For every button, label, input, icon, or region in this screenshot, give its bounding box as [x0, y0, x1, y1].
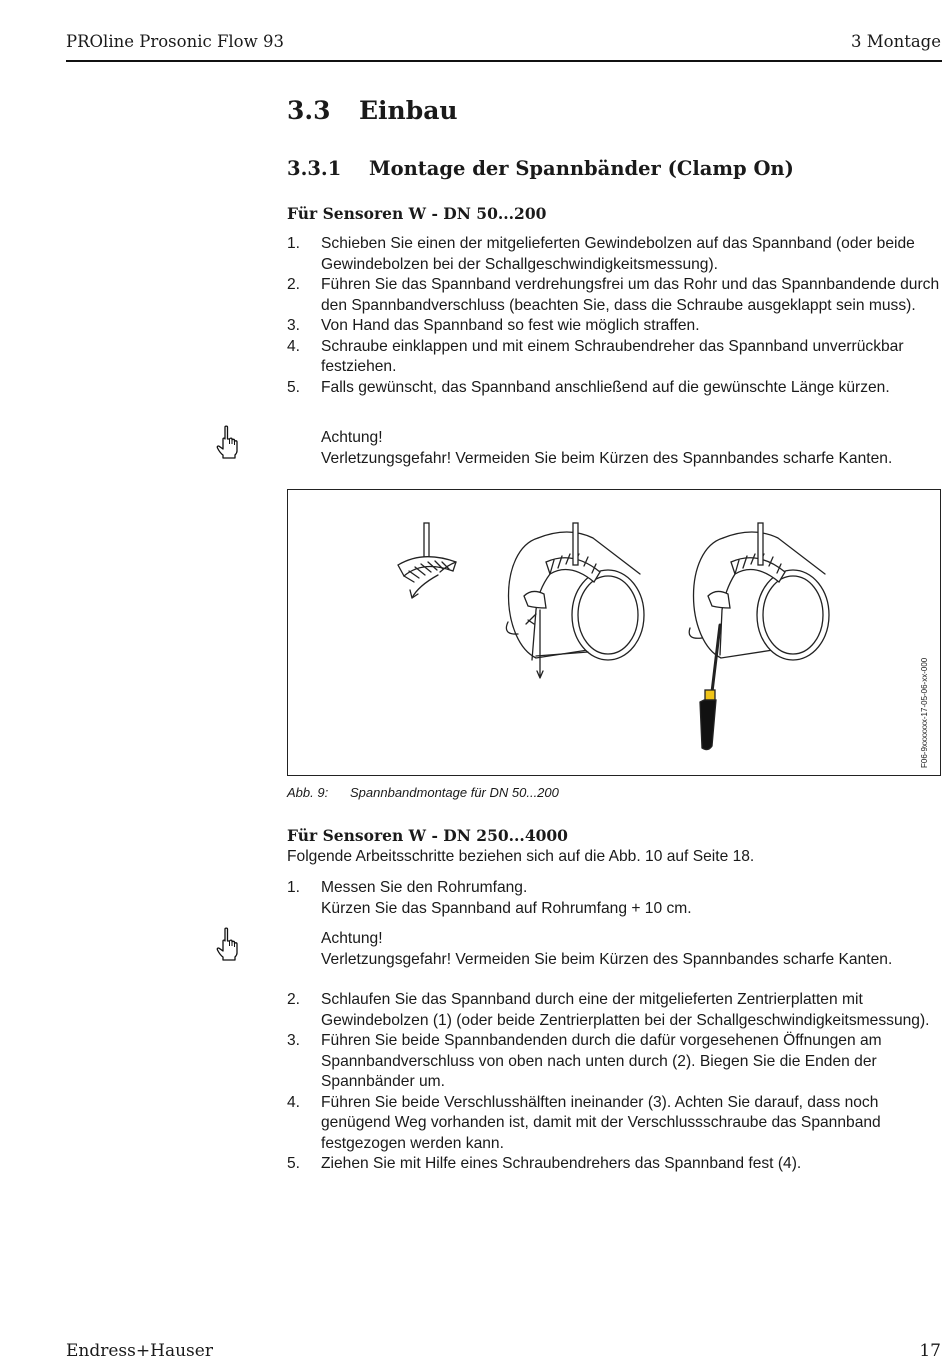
section-number: 3.3	[287, 96, 331, 125]
figure-caption	[287, 785, 559, 800]
list-item: 5. Ziehen Sie mit Hilfe eines Schraubendrehers das Spannband fest (4).	[287, 1155, 802, 1172]
note-title: Achtung!	[321, 429, 383, 446]
caption-text: Spannbandmontage für DN 50...200	[350, 785, 559, 800]
clamp-mounting-illustration	[288, 490, 942, 777]
part2-intro: Folgende Arbeitsschritte beziehen sich auf die Abb. 10 auf Seite 18.	[287, 848, 755, 865]
subsection-heading	[287, 157, 794, 180]
section-title: Einbau	[359, 96, 458, 125]
list-item: 2. Führen Sie das Spannband verdrehungsfrei um das Rohr und das Spannbandende durch den Spannbandverschluss (beachten Sie, dass die Schraube ausgeklappt sein muss).	[287, 276, 940, 314]
caption-label: Abb. 9:	[287, 785, 329, 800]
section-heading	[287, 96, 458, 125]
list-item: 3. Führen Sie beide Spannbandenden durch die dafür vorgesehenen Öffnungen am Spannbandverschluss von oben nach unten durch (2). Biegen Sie die Enden der Spannbänder um.	[287, 1032, 882, 1090]
figure-code: F06-9xxxxxxx-17-05-06-xx-000	[920, 657, 929, 768]
part2-step1	[287, 878, 947, 919]
pointing-hand-icon	[215, 927, 239, 961]
list-item: 4. Schraube einklappen und mit einem Schraubendreher das Spannband unverrückbar festziehen.	[287, 337, 904, 375]
bolt-on-band-drawing	[398, 523, 456, 598]
pointing-hand-icon	[215, 425, 239, 459]
pipe-with-clamp-drawing	[506, 523, 644, 678]
part1-heading: Für Sensoren W - DN 50...200	[287, 204, 547, 223]
part1-steps	[287, 234, 947, 398]
subsection-number: 3.3.1	[287, 157, 342, 180]
note-text: Verletzungsgefahr! Vermeiden Sie beim Kürzen des Spannbandes scharfe Kanten.	[321, 449, 893, 467]
list-item: 4. Führen Sie beide Verschlusshälften ineinander (3). Achten Sie darauf, dass noch genügend Weg vorhanden ist, damit mit der Verschlussschraube das Spannband festgezogen werden kann.	[287, 1093, 881, 1152]
warning-note-2	[321, 929, 950, 970]
list-item: 1. Messen Sie den Rohrumfang. Kürzen Sie das Spannband auf Rohrumfang + 10 cm.	[287, 879, 692, 917]
running-header-chapter: 3 Montage	[851, 32, 941, 51]
pipe-with-screwdriver-drawing	[689, 523, 829, 750]
list-item: 5. Falls gewünscht, das Spannband anschließend auf die gewünschte Länge kürzen.	[287, 378, 890, 396]
running-header-title: PROline Prosonic Flow 93	[66, 32, 284, 51]
subsection-title: Montage der Spannbänder (Clamp On)	[369, 157, 794, 180]
page-number: 17	[919, 1341, 941, 1361]
note-title: Achtung!	[321, 930, 383, 947]
footer-brand: Endress+Hauser	[66, 1341, 213, 1361]
part2-steps	[287, 990, 947, 1175]
warning-note-1	[321, 428, 950, 469]
list-item: 3. Von Hand das Spannband so fest wie möglich straffen.	[287, 317, 700, 334]
header-rule	[66, 60, 942, 62]
list-item: 1. Schieben Sie einen der mitgelieferten Gewindebolzen auf das Spannband (oder beide Gewindebolzen bei der Schallgeschwindigkeitsmessung).	[287, 235, 915, 273]
list-item: 2. Schlaufen Sie das Spannband durch eine der mitgelieferten Zentrierplatten mit Gewindebolzen (1) (oder beide Zentrierplatten bei der Schallgeschwindigkeitsmessung).	[287, 991, 930, 1029]
part2-heading: Für Sensoren W - DN 250...4000	[287, 826, 568, 845]
note-text: Verletzungsgefahr! Vermeiden Sie beim Kürzen des Spannbandes scharfe Kanten.	[321, 950, 893, 968]
figure-clamp-mounting	[287, 489, 941, 776]
